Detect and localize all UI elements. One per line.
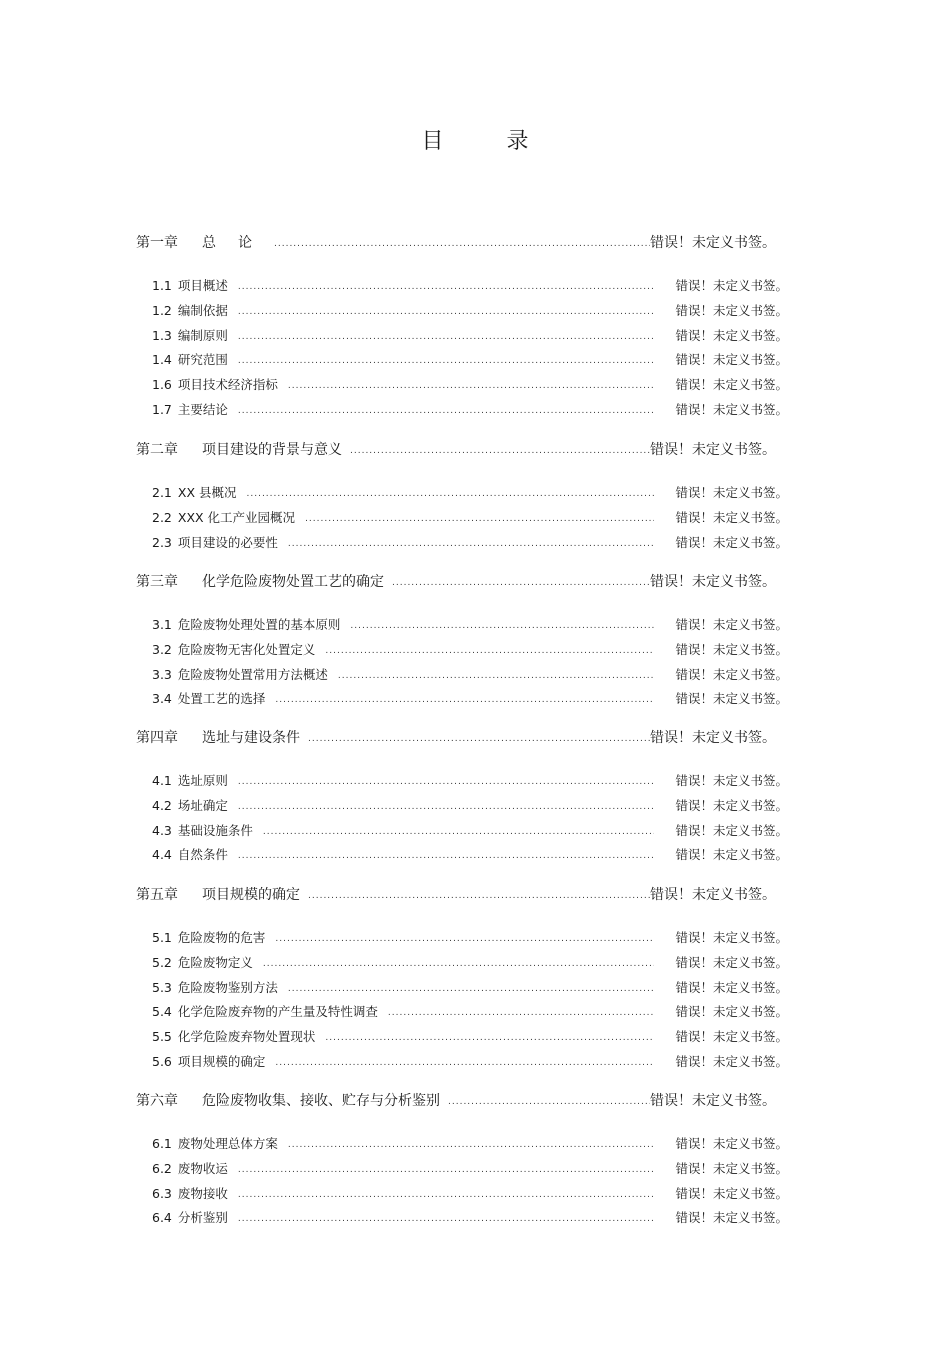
section-title: 废物接收: [177, 1185, 228, 1201]
section-number: 3.1: [152, 617, 172, 632]
section-number: 6.2: [152, 1160, 172, 1176]
section-page-ref: 错误！未定义书签。: [675, 327, 788, 343]
toc-section-entry[interactable]: [152, 1185, 788, 1205]
toc-section-entry[interactable]: [152, 1028, 788, 1048]
section-number: 1.4: [152, 352, 172, 368]
toc-section-entry[interactable]: [152, 484, 788, 504]
leader-dots: [275, 1054, 654, 1072]
section-page-ref: 错误！未定义书签。: [675, 797, 788, 813]
section-title: 项目规模的确定: [177, 1054, 266, 1069]
section-number: 2.1: [152, 485, 172, 500]
toc-section-entry[interactable]: [152, 616, 788, 636]
section-title: 自然条件: [177, 847, 228, 863]
leader-dots: [325, 1029, 654, 1047]
leader-dots: [308, 887, 650, 905]
section-title: 危险废物处理处置的基本原则: [177, 617, 341, 632]
chapter-page-ref: 错误！未定义书签。: [650, 235, 776, 251]
leader-dots: [325, 642, 654, 660]
chapter-number: 第四章: [136, 730, 178, 746]
chapter-page-ref: 错误！未定义书签。: [650, 730, 776, 746]
section-page-ref: 错误！未定义书签。: [675, 377, 788, 393]
leader-dots: [448, 1093, 650, 1111]
section-number: 3.2: [152, 641, 172, 657]
section-title: 编制原则: [177, 327, 228, 343]
toc-section-entry[interactable]: [152, 979, 788, 999]
section-page-ref: 错误！未定义书签。: [675, 509, 788, 525]
leader-dots: [238, 303, 654, 321]
leader-dots: [288, 535, 654, 553]
section-title: 化学危险废弃物处置现状: [177, 1029, 316, 1045]
leader-dots: [338, 667, 654, 685]
leader-dots: [238, 773, 654, 791]
chapter-number: 第五章: [136, 887, 178, 903]
leader-dots: [238, 278, 654, 296]
leader-dots: [238, 328, 654, 346]
section-page-ref: 错误！未定义书签。: [675, 1004, 788, 1020]
section-title: 项目建设的必要性: [177, 534, 278, 550]
toc-section-entry[interactable]: [152, 772, 788, 792]
section-title: XXX 化工产业园概况: [177, 509, 296, 525]
section-page-ref: 错误！未定义书签。: [675, 352, 788, 368]
section-number: 6.4: [152, 1210, 172, 1226]
section-page-ref: 错误！未定义书签。: [675, 1136, 788, 1151]
section-number: 6.3: [152, 1185, 172, 1201]
toc-section-entry[interactable]: [152, 1003, 788, 1023]
section-number: 5.1: [152, 930, 172, 945]
section-page-ref: 错误！未定义书签。: [675, 930, 788, 945]
section-page-ref: 错误！未定义书签。: [675, 1054, 788, 1069]
toc-section-entry[interactable]: [152, 302, 788, 322]
chapter-page-ref: 错误！未定义书签。: [650, 1093, 776, 1109]
leader-dots: [350, 442, 650, 460]
section-title: 化学危险废弃物的产生量及特性调查: [177, 1004, 378, 1020]
section-title: 研究范围: [177, 352, 228, 368]
section-number: 2.2: [152, 509, 172, 525]
toc-section-entry[interactable]: [152, 277, 788, 297]
chapter-page-ref: 错误！未定义书签。: [650, 574, 776, 590]
section-title: 危险废物无害化处置定义: [177, 641, 316, 657]
chapter-title: 化学危险废物处置工艺的确定: [202, 574, 384, 590]
section-title: 危险废物的危害: [177, 930, 266, 945]
section-title: 编制依据: [177, 302, 228, 318]
chapter-page-ref: 错误！未定义书签。: [650, 442, 776, 458]
chapter-title: 危险废物收集、接收、贮存与分析鉴别: [202, 1093, 440, 1109]
section-title: 场址确定: [177, 797, 228, 813]
chapter-page-ref: 错误！未定义书签。: [650, 887, 776, 903]
chapter-number: 第一章: [136, 235, 178, 251]
toc-chapter-entry[interactable]: [136, 729, 776, 749]
section-title: 主要结论: [177, 402, 228, 417]
section-page-ref: 错误！未定义书签。: [675, 617, 788, 632]
section-title: 危险废物处置常用方法概述: [177, 666, 328, 682]
section-page-ref: 错误！未定义书签。: [675, 302, 788, 318]
section-page-ref: 错误！未定义书签。: [675, 1160, 788, 1176]
section-number: 2.3: [152, 534, 172, 550]
toc-chapter-entry[interactable]: [136, 234, 776, 254]
section-number: 1.6: [152, 377, 172, 393]
leader-dots: [263, 955, 654, 973]
toc-section-entry[interactable]: [152, 929, 788, 949]
section-title: 选址原则: [177, 773, 228, 788]
chapter-title: 选址与建设条件: [202, 730, 300, 746]
section-number: 6.1: [152, 1136, 172, 1151]
leader-dots: [238, 1161, 654, 1179]
section-page-ref: 错误！未定义书签。: [675, 402, 788, 417]
section-number: 5.4: [152, 1004, 172, 1020]
section-number: 1.7: [152, 402, 172, 417]
chapter-number: 第二章: [136, 442, 178, 458]
section-title: 分析鉴别: [177, 1210, 228, 1226]
leader-dots: [275, 930, 654, 948]
toc-section-entry[interactable]: [152, 1160, 788, 1180]
toc-section-entry[interactable]: [152, 846, 788, 866]
chapter-number: 第三章: [136, 574, 178, 590]
toc-chapter-entry[interactable]: [136, 573, 776, 593]
toc-section-entry[interactable]: [152, 797, 788, 817]
section-title: 基础设施条件: [177, 822, 253, 838]
toc-section-entry[interactable]: [152, 534, 788, 554]
toc-section-entry[interactable]: [152, 401, 788, 421]
section-page-ref: 错误！未定义书签。: [675, 485, 788, 500]
leader-dots: [238, 798, 654, 816]
leader-dots: [288, 377, 654, 395]
toc-section-entry[interactable]: [152, 351, 788, 371]
chapter-title: 总论: [202, 235, 274, 251]
leader-dots: [288, 980, 654, 998]
toc-chapter-entry[interactable]: [136, 886, 776, 906]
section-title: 危险废物定义: [177, 954, 253, 970]
leader-dots: [274, 235, 650, 253]
section-number: 3.4: [152, 691, 172, 707]
toc-title: 目 录: [421, 129, 557, 154]
section-page-ref: 错误！未定义书签。: [675, 1210, 788, 1226]
chapter-title: 项目规模的确定: [202, 887, 300, 903]
leader-dots: [238, 1186, 654, 1204]
leader-dots: [275, 691, 654, 709]
leader-dots: [238, 847, 654, 865]
section-number: 4.1: [152, 773, 172, 788]
toc-section-entry[interactable]: [152, 327, 788, 347]
section-number: 4.4: [152, 847, 172, 863]
toc-chapter-entry[interactable]: [136, 441, 776, 461]
section-title: 处置工艺的选择: [177, 691, 266, 707]
toc-section-entry[interactable]: [152, 509, 788, 529]
section-page-ref: 错误！未定义书签。: [675, 847, 788, 863]
section-title: 危险废物鉴别方法: [177, 979, 278, 995]
section-page-ref: 错误！未定义书签。: [675, 1029, 788, 1045]
leader-dots: [305, 510, 654, 528]
section-page-ref: 错误！未定义书签。: [675, 1185, 788, 1201]
section-number: 5.5: [152, 1029, 172, 1045]
section-number: 4.3: [152, 822, 172, 838]
leader-dots: [388, 1004, 654, 1022]
section-title: XX 县概况: [177, 485, 237, 500]
section-number: 1.3: [152, 327, 172, 343]
leader-dots: [308, 730, 650, 748]
toc-section-entry[interactable]: [152, 1209, 788, 1229]
chapter-title: 项目建设的背景与意义: [202, 442, 342, 458]
leader-dots: [238, 352, 654, 370]
section-number: 1.1: [152, 278, 172, 293]
leader-dots: [263, 823, 654, 841]
section-page-ref: 错误！未定义书签。: [675, 278, 788, 293]
toc-section-entry[interactable]: [152, 641, 788, 661]
section-page-ref: 错误！未定义书签。: [675, 773, 788, 788]
section-title: 项目概述: [177, 278, 228, 293]
toc-section-entry[interactable]: [152, 666, 788, 686]
toc-section-entry[interactable]: [152, 690, 788, 710]
toc-section-entry[interactable]: [152, 822, 788, 842]
section-number: 5.6: [152, 1054, 172, 1069]
toc-section-entry[interactable]: [152, 1053, 788, 1073]
section-page-ref: 错误！未定义书签。: [675, 979, 788, 995]
section-number: 1.2: [152, 302, 172, 318]
toc-chapter-entry[interactable]: [136, 1092, 776, 1112]
leader-dots: [288, 1136, 654, 1154]
section-page-ref: 错误！未定义书签。: [675, 954, 788, 970]
section-number: 5.2: [152, 954, 172, 970]
leader-dots: [238, 1210, 654, 1228]
toc-section-entry[interactable]: [152, 1135, 788, 1155]
section-page-ref: 错误！未定义书签。: [675, 666, 788, 682]
section-page-ref: 错误！未定义书签。: [675, 691, 788, 707]
section-title: 废物收运: [177, 1160, 228, 1176]
section-page-ref: 错误！未定义书签。: [675, 822, 788, 838]
section-page-ref: 错误！未定义书签。: [675, 534, 788, 550]
leader-dots: [247, 485, 655, 503]
toc-section-entry[interactable]: [152, 376, 788, 396]
section-page-ref: 错误！未定义书签。: [675, 641, 788, 657]
toc-section-entry[interactable]: [152, 954, 788, 974]
section-title: 废物处理总体方案: [177, 1136, 278, 1151]
chapter-number: 第六章: [136, 1093, 178, 1109]
leader-dots: [238, 402, 654, 420]
leader-dots: [350, 617, 654, 635]
section-number: 5.3: [152, 979, 172, 995]
section-number: 4.2: [152, 797, 172, 813]
leader-dots: [392, 574, 650, 592]
section-title: 项目技术经济指标: [177, 377, 278, 393]
section-number: 3.3: [152, 666, 172, 682]
